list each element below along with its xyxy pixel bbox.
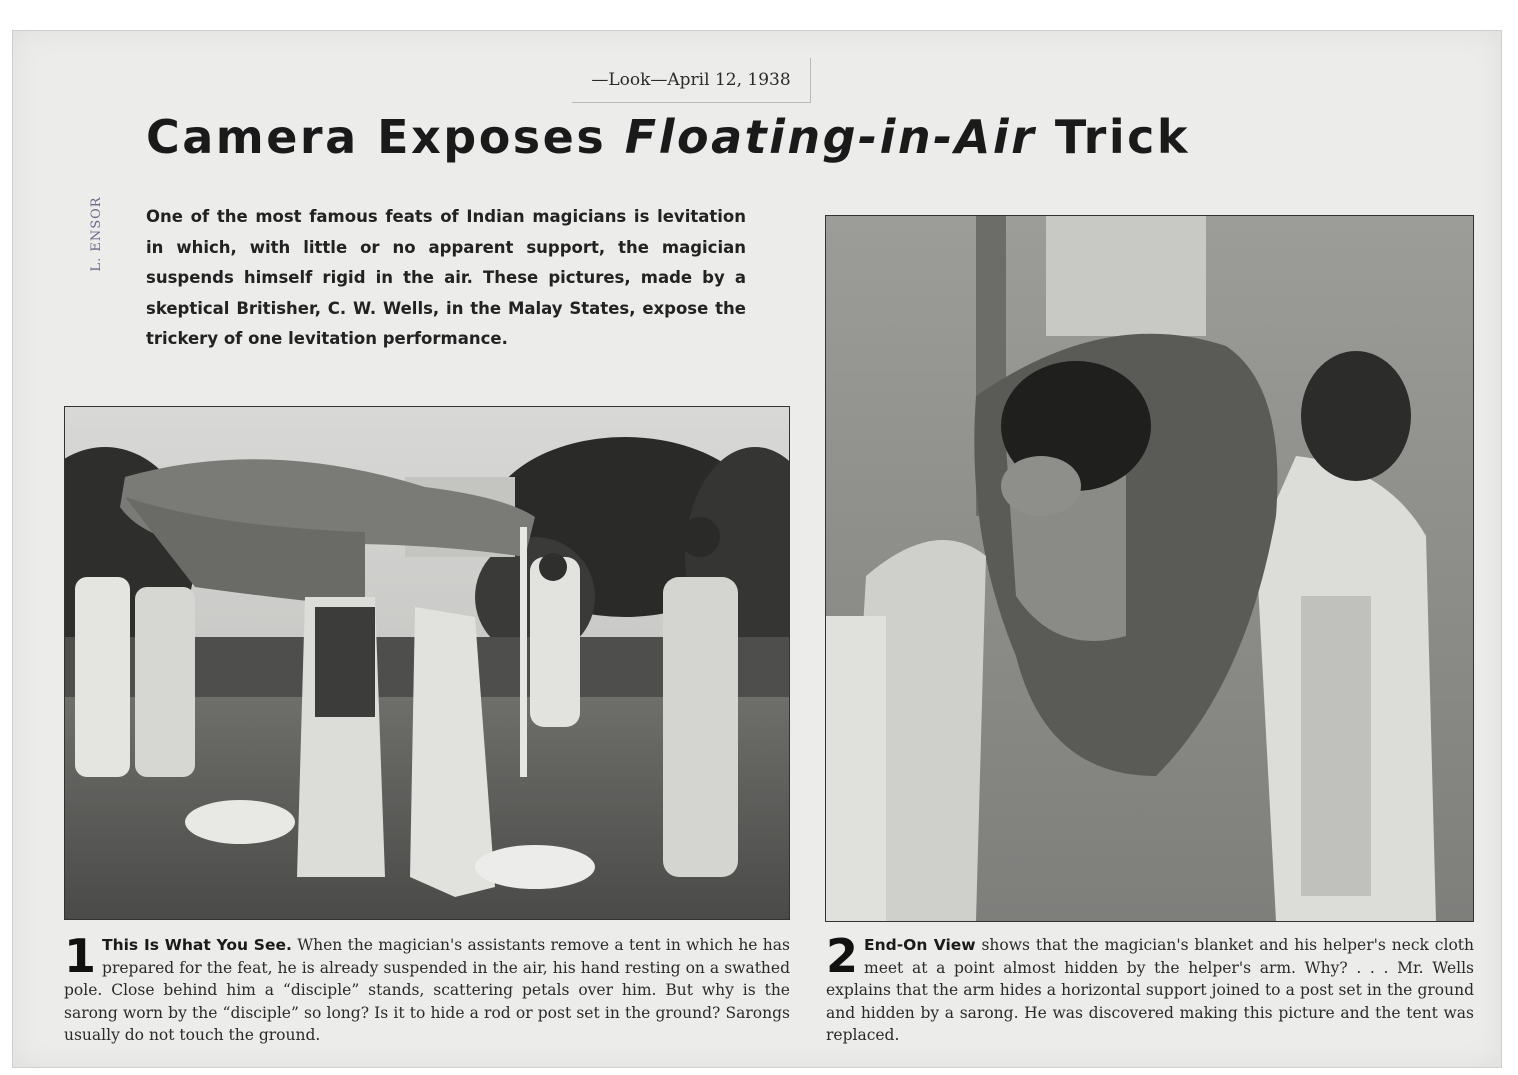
- caption-text-1: When the magician's assistants remove a tent in which he has prepared for the feat, he is already suspended in the air, his hand resting on a swathed pole. Close behind him a “disciple” stands, scattering petals over him. But why is the sarong worn by the “disciple” so long? Is it to hide a rod or post set in the ground? Sarongs usually do not touch the ground.: [64, 936, 790, 1044]
- caption-text-2: shows that the magician's blanket and his helper's neck cloth meet at a point almost hidden by the helper's arm. Why? . . . Mr. Wells explains that the arm hides a horizontal support joined to a post set in the ground and hidden by a sarong. He was discovered making this picture and the tent was replaced.: [826, 936, 1474, 1044]
- caption-number-2: 2: [826, 929, 859, 983]
- caption-number-1: 1: [64, 929, 97, 983]
- caption-2: [826, 929, 1474, 1047]
- headline-part-1: Camera Exposes: [146, 110, 625, 164]
- photo-levitation-illustration: [65, 407, 789, 919]
- photo-end-on-illustration: [826, 216, 1473, 921]
- photo-levitation-scene: [64, 406, 790, 920]
- intro-paragraph: One of the most famous feats of Indian magicians is levitation in which, with little or no apparent support, the magician suspends himself rigid in the air. These pictures, made by a skeptical Britisher, C. W. Wells, in the Malay States, expose the trickery of one levitation performance.: [146, 207, 746, 348]
- caption-lead-1: This Is What You See.: [102, 936, 292, 954]
- headline-part-3: Trick: [1036, 110, 1190, 164]
- dateline: —Look—April 12, 1938: [572, 58, 811, 103]
- caption-lead-2: End-On View: [864, 936, 976, 954]
- margin-note: L. ENSOR: [88, 196, 104, 272]
- photo-end-on-view: [825, 215, 1474, 922]
- headline: [146, 110, 1366, 174]
- headline-part-2: Floating-in-Air: [624, 110, 1037, 164]
- caption-1: [64, 929, 790, 1047]
